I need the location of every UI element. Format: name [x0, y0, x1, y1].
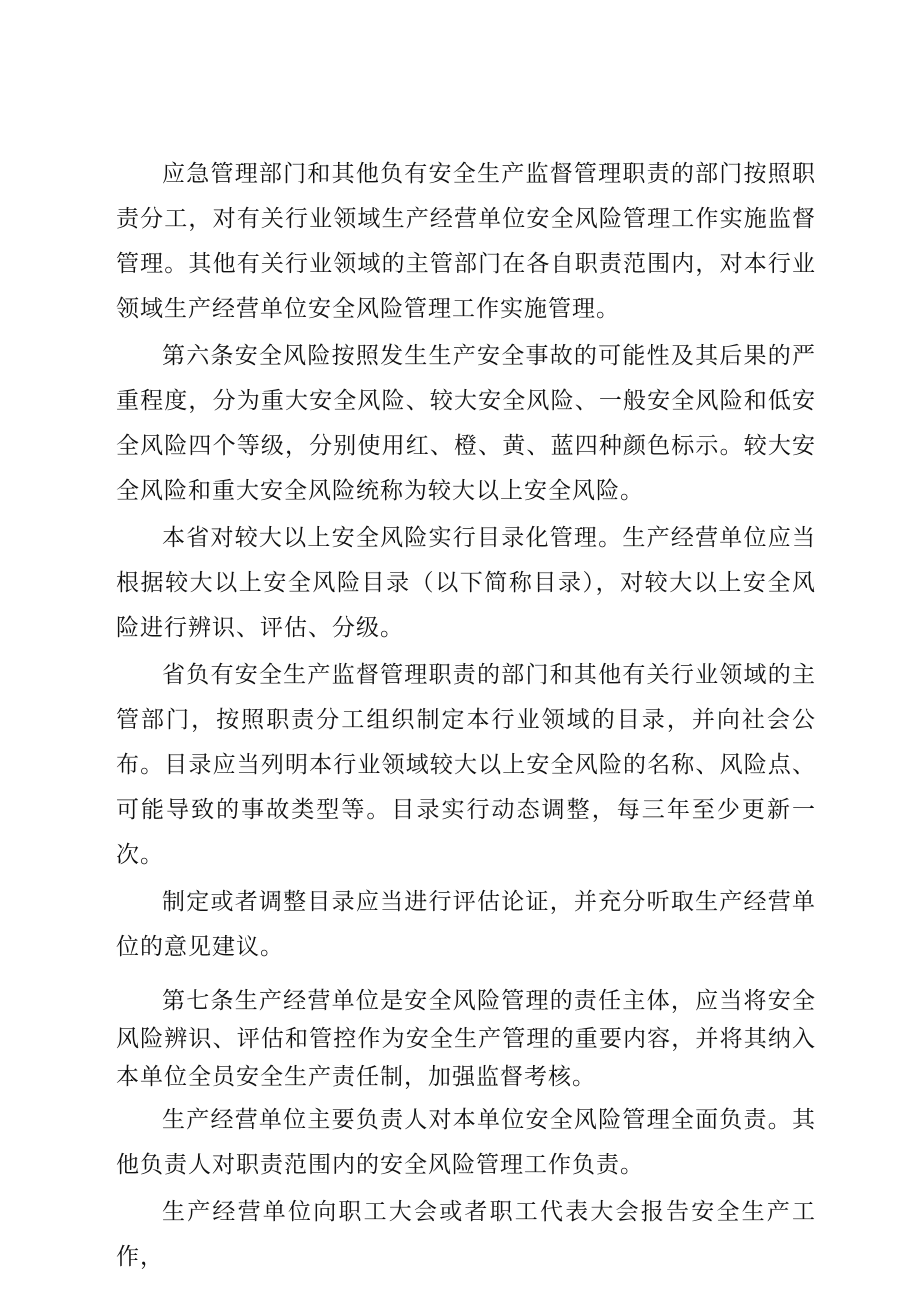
- paragraph-principal-responsibility: 生产经营单位主要负责人对本单位安全风险管理全面负责。其他负责人对职责范围内的安全风险管理工作负责。: [116, 1107, 816, 1178]
- paragraph-article-7-responsibility: 第七条生产经营单位是安全风险管理的责任主体，应当将安全风险辨识、评估和管控作为安全生产管理的重要内容，并将其纳入本单位全员安全生产责任制，加强监督考核。: [116, 988, 816, 1090]
- document-body: [116, 152, 816, 1280]
- paragraph-workers-congress-report: 生产经营单位向职工大会或者职工代表大会报告安全生产工作，: [116, 1199, 816, 1270]
- paragraph-risk-catalog-management: 本省对较大以上安全风险实行目录化管理。生产经营单位应当根据较大以上安全风险目录（以下简称目录），对较大以上安全风险进行辨识、评估、分级。: [116, 525, 816, 641]
- paragraph-article-6-risk-levels: 第六条安全风险按照发生生产安全事故的可能性及其后果的严重程度，分为重大安全风险、较大安全风险、一般安全风险和低安全风险四个等级，分别使用红、橙、黄、蓝四种颜色标示。较大安全风险和重大安全风险统称为较大以上安全风险。: [116, 343, 816, 504]
- paragraph-catalog-formulation: 省负有安全生产监督管理职责的部门和其他有关行业领域的主管部门，按照职责分工组织制定本行业领域的目录，并向社会公布。目录应当列明本行业领域较大以上安全风险的名称、风险点、可能导致的事故类型等。目录实行动态调整，每三年至少更新一次。: [116, 662, 816, 868]
- paragraph-catalog-evaluation: 制定或者调整目录应当进行评估论证，并充分听取生产经营单位的意见建议。: [116, 889, 816, 960]
- paragraph-supervision-duties: 应急管理部门和其他负有安全生产监督管理职责的部门按照职责分工，对有关行业领域生产经营单位安全风险管理工作实施监督管理。其他有关行业领域的主管部门在各自职责范围内，对本行业领域生产经营单位安全风险管理工作实施管理。: [116, 161, 816, 322]
